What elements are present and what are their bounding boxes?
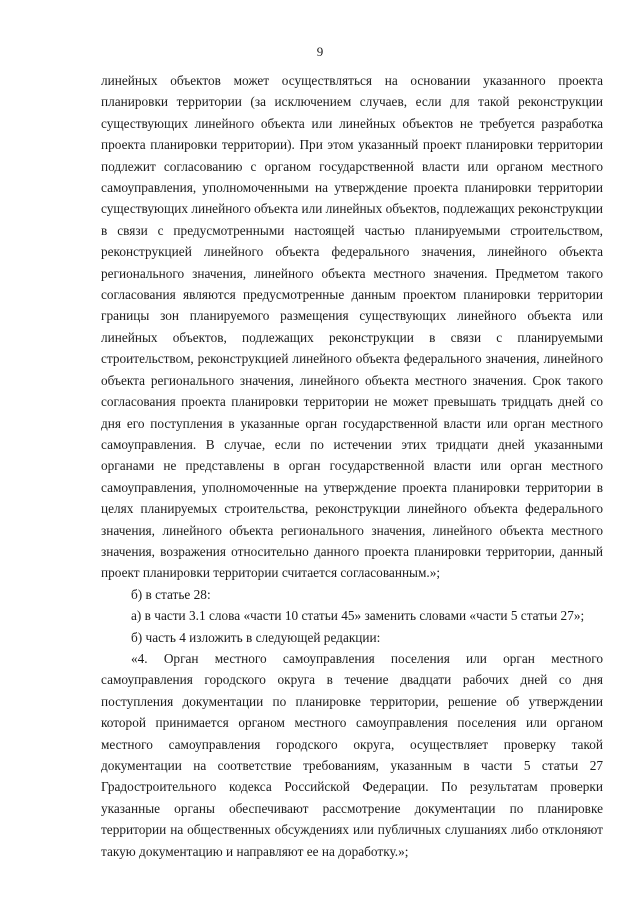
document-body: [101, 70, 603, 862]
page-number: 9: [316, 44, 324, 59]
paragraph-part-4-intro: б) часть 4 изложить в следующей редакции:: [131, 629, 381, 645]
paragraph-continuation: линейных объектов может осуществляться на основании указанного проекта планировки территории (за исключением случаев, если для такой реконструкции существующих линейного объекта или линейных объектов не требуется разработка проекта планировки территории). При этом указанный проект планировки территории подлежит согласованию с органом государственной власти или органом местного самоуправления, уполномоченными на утверждение проекта планировки территории существующих линейного объекта или линейных объектов, подлежащих реконструкции в связи с предусмотренными настоящей частью планируемыми строительством, реконструкцией линейного объекта федерального значения, линейного объекта регионального значения, линейного объекта местного значения. Предметом такого согласования являются предусмотренные данным проектом планировки территории границы зон планируемого размещения существующих линейного объекта или линейных объектов, подлежащих реконструкции в связи с планируемыми строительством, реконструкцией линейного объекта федерального значения, линейного объекта регионального значения, линейного объекта местного значения. Срок такого согласования проекта планировки территории не может превышать тридцать дней со дня его поступления в указанные орган государственной власти или орган местного самоуправления. В случае, если по истечении этих тридцати дней указанными органами не представлены в орган государственной власти или орган местного самоуправления, уполномоченные на утверждение проекта планировки территории в целях планируемых строительства, реконструкции линейного объекта федерального значения, линейного объекта регионального значения, линейного объекта местного значения, возражения относительно данного проекта планировки территории, данный проект планировки территории считается согласованным.»;: [101, 73, 603, 581]
paragraph-part-3-1: а) в части 3.1 слова «части 10 статьи 45» заменить словами «части 5 статьи 27»;: [131, 608, 585, 624]
paragraph-part-4-text: «4. Орган местного самоуправления поселения или орган местного самоуправления городского округа в течение двадцати рабочих дней со дня поступления документации по планировке территории, решение об утверждении которой принимается органом местного самоуправления поселения или органом местного самоуправления городского округа, осуществляет проверку такой документации на соответствие требованиям, указанным в части 5 статьи 27 Градостроительного кодекса Российской Федерации. По результатам проверки указанные органы обеспечивают рассмотрение документации по планировке территории на общественных обсуждениях или публичных слушаниях либо отклоняют такую документацию и направляют ее на доработку.»;: [101, 650, 603, 859]
paragraph-article-28: б) в статье 28:: [131, 586, 211, 602]
